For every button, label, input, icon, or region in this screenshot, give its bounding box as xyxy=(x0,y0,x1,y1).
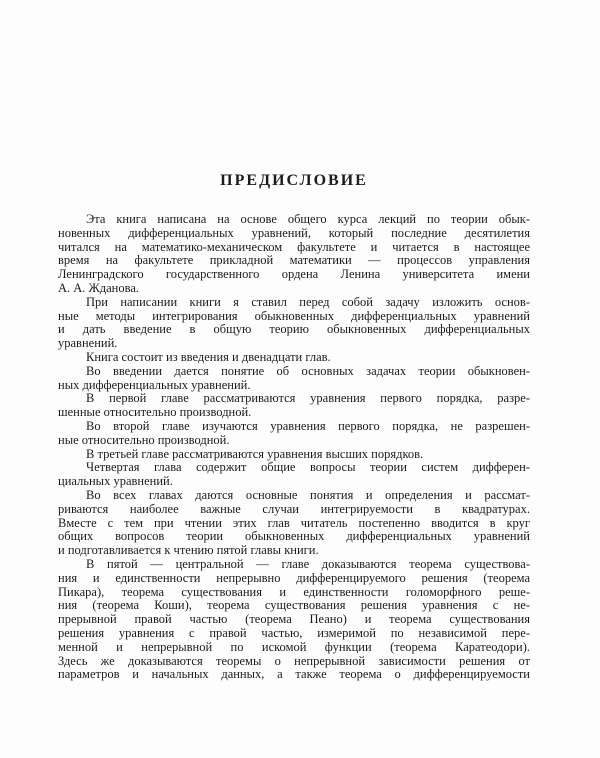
text-line: решения уравнения с правой частью, измеримой по независимой пере- xyxy=(58,625,530,640)
text-line: прерывной правой частью (теорема Пеано) и теорема существования xyxy=(58,612,530,627)
text-line: В пятой — центральной — главе доказываются теорема существова- xyxy=(86,556,530,571)
text-line: параметров и начальных данных, а также теорема о дифференцируемости xyxy=(58,667,530,682)
text-line: В первой главе рассматриваются уравнения первого порядка, разре- xyxy=(86,391,530,406)
text-line: ных дифференциальных уравнений. xyxy=(58,377,251,392)
text-line: и подготавливается к чтению пятой главы книги. xyxy=(58,543,319,558)
text-line: ные относительно производной. xyxy=(58,432,230,447)
text-line: Книга состоит из введения и двенадцати глав. xyxy=(86,349,331,364)
text-line: Во всех главах даются основные понятия и определения и рассмат- xyxy=(86,487,530,502)
text-line: риваются наиболее важные случаи интегрируемости в квадратурах. xyxy=(58,501,530,516)
text-line: менной и непрерывной по искомой функции (теорема Каратеодори). xyxy=(58,639,530,654)
text-line: Ленинградского государственного ордена Ленина университета имени xyxy=(58,267,530,282)
text-line: Во введении дается понятие об основных задачах теории обыкновен- xyxy=(86,363,530,378)
text-line: Четвертая глава содержит общие вопросы теории систем дифферен- xyxy=(86,460,530,475)
text-line: и дать введение в общую теорию обыкновенных дифференциальных xyxy=(58,322,530,337)
text-line: уравнений. xyxy=(58,336,118,351)
text-line: новенных дифференциальных уравнений, который последние десятилетия xyxy=(58,225,530,240)
text-line: ные методы интегрирования обыкновенных дифференциальных уравнений xyxy=(58,308,530,323)
text-line: В третьей главе рассматриваются уравнения высших порядков. xyxy=(86,446,424,461)
text-line: ния (теорема Коши), теорема существования решения уравнения с не- xyxy=(58,598,530,613)
text-line: циальных уравнений. xyxy=(58,474,173,489)
page-title: ПРЕДИСЛОВИЕ xyxy=(220,172,368,189)
text-line: А. А. Жданова. xyxy=(58,280,140,295)
preface-text xyxy=(58,213,530,682)
text-line: время на факультете прикладной математики — процессов управления xyxy=(58,253,530,268)
text-line: При написании книги я ставил перед собой задачу изложить основ- xyxy=(86,294,530,309)
text-line: читался на математико-механическом факультете и читается в настоящее xyxy=(58,239,530,254)
text-line: Пикара), теорема существования и единственности голоморфного реше- xyxy=(58,584,530,599)
text-line: Вместе с тем при чтении этих глав читатель постепенно вводится в круг xyxy=(58,515,530,530)
text-line: Эта книга написана на основе общего курса лекций по теории обык- xyxy=(86,212,530,226)
text-line: общих вопросов теории обыкновенных дифференциальных уравнений xyxy=(58,529,530,544)
text-line: шенные относительно производной. xyxy=(58,405,252,420)
text-line: Здесь же доказываются теоремы о непрерывной зависимости решения от xyxy=(58,653,530,668)
text-line: ния и единственности непрерывно дифференцируемого решения (теорема xyxy=(58,570,530,585)
text-line: Во второй главе изучаются уравнения первого порядка, не разрешен- xyxy=(86,418,530,433)
